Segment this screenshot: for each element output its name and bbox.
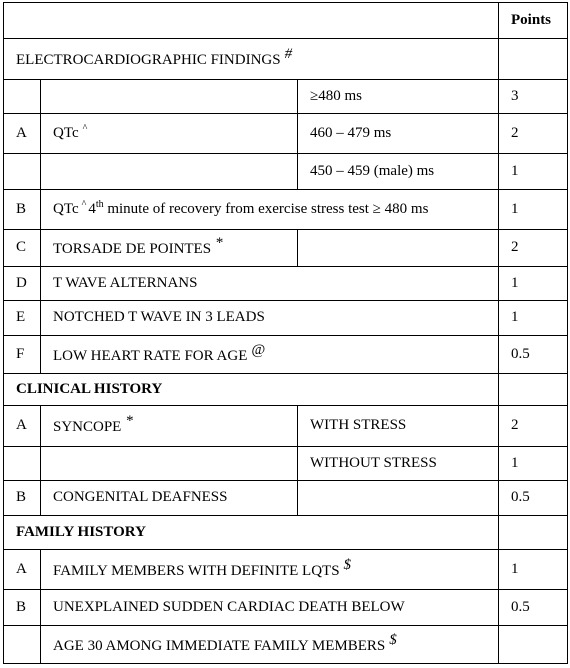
criterion-cell: WITH STRESS: [298, 406, 499, 447]
label-cell: [41, 550, 499, 590]
table-row: [4, 550, 568, 590]
criterion-cell: ≥480 ms: [298, 80, 499, 114]
label-cell: [41, 114, 298, 154]
letter-cell: A: [4, 406, 41, 447]
label-cell: [41, 406, 298, 447]
section-points-clinical: [499, 374, 568, 406]
label-cell: [41, 447, 298, 481]
section-title-family: FAMILY HISTORY: [4, 516, 499, 550]
label-cell: [41, 336, 499, 374]
label-cell: [41, 626, 499, 664]
syncope-label: SYNCOPE: [53, 419, 122, 436]
table-row: [4, 590, 568, 626]
letter-cell: B: [4, 590, 41, 626]
qtc-mark: ^: [82, 122, 88, 134]
letter-cell: E: [4, 301, 41, 336]
label-cell: [41, 190, 499, 230]
points-cell: 1: [499, 447, 568, 481]
letter-cell: C: [4, 230, 41, 267]
qtc-recovery-label: QTc: [53, 200, 79, 217]
low-hr-label: LOW HEART RATE FOR AGE: [53, 347, 248, 364]
table-row: [4, 190, 568, 230]
label-cell: [41, 154, 298, 190]
family-scd-footnote-marker: $: [389, 631, 397, 648]
letter-cell: A: [4, 550, 41, 590]
label-cell: UNEXPLAINED SUDDEN CARDIAC DEATH BELOW: [41, 590, 499, 626]
section-row-clinical: [4, 374, 568, 406]
points-cell: 0.5: [499, 590, 568, 626]
letter-cell: [4, 626, 41, 664]
family-scd-label-line2: AGE 30 AMONG IMMEDIATE FAMILY MEMBERS: [53, 637, 386, 654]
table-row: [4, 406, 568, 447]
section-title-ecg: [4, 39, 499, 80]
label-cell: NOTCHED T WAVE IN 3 LEADS: [41, 301, 499, 336]
table-row: [4, 481, 568, 516]
points-cell: 2: [499, 230, 568, 267]
qtc-recovery-mark: ^: [81, 198, 87, 210]
qtc-label: QTc: [53, 124, 79, 141]
points-cell: 2: [499, 114, 568, 154]
criterion-cell: [298, 481, 499, 516]
points-cell: 3: [499, 80, 568, 114]
points-header: Points: [499, 3, 568, 39]
table-row: [4, 154, 568, 190]
letter-cell: A: [4, 114, 41, 154]
table-row: [4, 626, 568, 664]
criterion-cell: [298, 230, 499, 267]
criterion-cell: 460 – 479 ms: [298, 114, 499, 154]
section-points-family: [499, 516, 568, 550]
letter-cell: [4, 80, 41, 114]
letter-cell: D: [4, 267, 41, 301]
points-cell: 1: [499, 267, 568, 301]
letter-cell: [4, 154, 41, 190]
points-cell: [499, 626, 568, 664]
points-cell: 1: [499, 190, 568, 230]
criterion-cell: WITHOUT STRESS: [298, 447, 499, 481]
points-cell: 1: [499, 550, 568, 590]
qtc-recovery-ordinal-suffix: th: [95, 198, 104, 210]
label-cell: [41, 230, 298, 267]
table-row: [4, 301, 568, 336]
section-row-family: [4, 516, 568, 550]
label-cell: [41, 80, 298, 114]
lqts-scoring-table: [3, 2, 568, 664]
section-title-clinical: CLINICAL HISTORY: [4, 374, 499, 406]
qtc-recovery-ordinal: 4: [88, 200, 96, 217]
syncope-footnote-marker: *: [125, 413, 133, 430]
torsade-label: TORSADE DE POINTES: [53, 241, 212, 258]
header-blank-cell: [4, 3, 499, 39]
low-hr-footnote-marker: @: [251, 341, 266, 358]
table-row: [4, 230, 568, 267]
points-cell: 1: [499, 154, 568, 190]
section-title-ecg-text: ELECTROCARDIOGRAPHIC FINDINGS: [16, 52, 281, 69]
letter-cell: B: [4, 481, 41, 516]
table-row: [4, 267, 568, 301]
points-cell: 2: [499, 406, 568, 447]
qtc-recovery-text: minute of recovery from exercise stress test ≥ 480 ms: [103, 200, 429, 217]
ecg-footnote-marker: #: [284, 46, 293, 63]
label-cell: T WAVE ALTERNANS: [41, 267, 499, 301]
family-lqts-label: FAMILY MEMBERS WITH DEFINITE LQTS: [53, 562, 340, 579]
criterion-cell: 450 – 459 (male) ms: [298, 154, 499, 190]
header-row: [4, 3, 568, 39]
torsade-footnote-marker: *: [215, 235, 223, 252]
section-points-ecg: [499, 39, 568, 80]
family-lqts-footnote-marker: $: [343, 556, 352, 573]
points-cell: 0.5: [499, 336, 568, 374]
label-cell: CONGENITAL DEAFNESS: [41, 481, 298, 516]
table-row: [4, 336, 568, 374]
points-cell: 0.5: [499, 481, 568, 516]
table-row: [4, 447, 568, 481]
table-row: [4, 80, 568, 114]
letter-cell: [4, 447, 41, 481]
letter-cell: B: [4, 190, 41, 230]
section-row-ecg: [4, 39, 568, 80]
points-cell: 1: [499, 301, 568, 336]
table-row: [4, 114, 568, 154]
letter-cell: F: [4, 336, 41, 374]
